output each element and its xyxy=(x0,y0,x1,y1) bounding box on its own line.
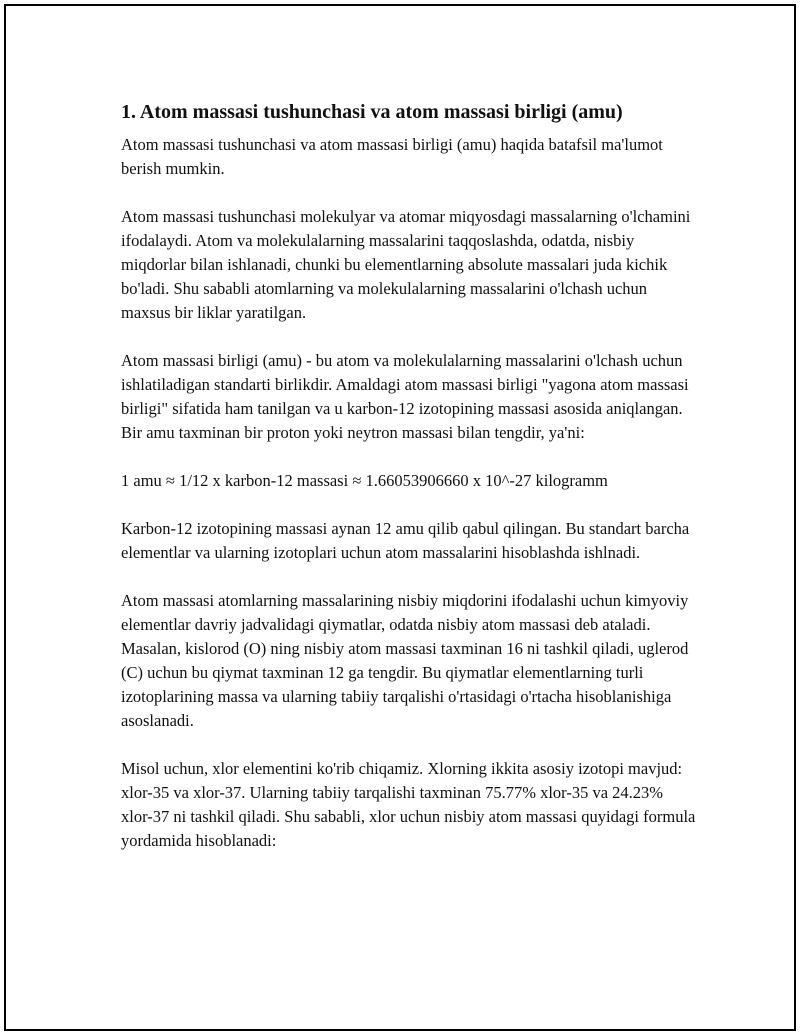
section-heading: 1. Atom massasi tushunchasi va atom massasi birligi (amu) xyxy=(121,101,623,123)
paragraph-intro: Atom massasi tushunchasi va atom massasi birligi (amu) haqida batafsil ma'lumot berish mumkin. xyxy=(121,135,663,178)
document-body xyxy=(121,94,696,877)
paragraph-relative-mass: Atom massasi atomlarning massalarining nisbiy miqdorini ifodalashi uchun kimyoviy elementlar davriy jadvalidagi qiymatlar, odatda nisbiy atom massasi deb ataladi. Masalan, kislorod (O) ning nisbiy atom massasi taxminan 16 ni tashkil qiladi, uglerod (C) uchun bu qiymat taxminan 12 ga tengdir. Bu qiymatlar elementlarning turli izotoplarining massa va ularning tabiiy tarqalishi o'rtasidagi o'rtacha hisoblanishiga asoslanadi. xyxy=(121,591,689,730)
paragraph-carbon-standard: Karbon-12 izotopining massasi aynan 12 amu qilib qabul qilingan. Bu standart barcha elementlar va ularning izotoplari uchun atom massalarini hisoblashda ishlnadi. xyxy=(121,519,690,562)
paragraph-chlorine-example: Misol uchun, xlor elementini ko'rib chiqamiz. Xlorning ikkita asosiy izotopi mavjud: xlor-35 va xlor-37. Ularning tabiiy tarqalishi taxminan 75.77% xlor-35 va 24.23% xlor-37 ni tashkil qiladi. Shu sababli, xlor uchun nisbiy atom massasi quyidagi formula yordamida hisoblanadi: xyxy=(121,759,696,850)
paragraph-amu-formula: 1 amu ≈ 1/12 x karbon-12 massasi ≈ 1.66053906660 x 10^-27 kilogramm xyxy=(121,471,608,490)
page-frame xyxy=(4,4,796,1031)
paragraph-concept: Atom massasi tushunchasi molekulyar va atomar miqyosdagi massalarning o'lchamini ifodalaydi. Atom va molekulalarning massalarini taqqoslashda, odatda, nisbiy miqdorlar bilan ishlanadi, chunki bu elementlarning absolute massalari juda kichik bo'ladi. Shu sababli atomlarning va molekulalarning massalarini o'lchash uchun maxsus bir liklar yaratilgan. xyxy=(121,207,691,322)
paragraph-amu-definition: Atom massasi birligi (amu) - bu atom va molekulalarning massalarini o'lchash uchun ishlatiladigan standarti birlikdir. Amaldagi atom massasi birligi "yagona atom massasi birligi" sifatida ham tanilgan va u karbon-12 izotopining massasi asosida aniqlangan. Bir amu taxminan bir proton yoki neytron massasi bilan tengdir, ya'ni: xyxy=(121,351,689,442)
